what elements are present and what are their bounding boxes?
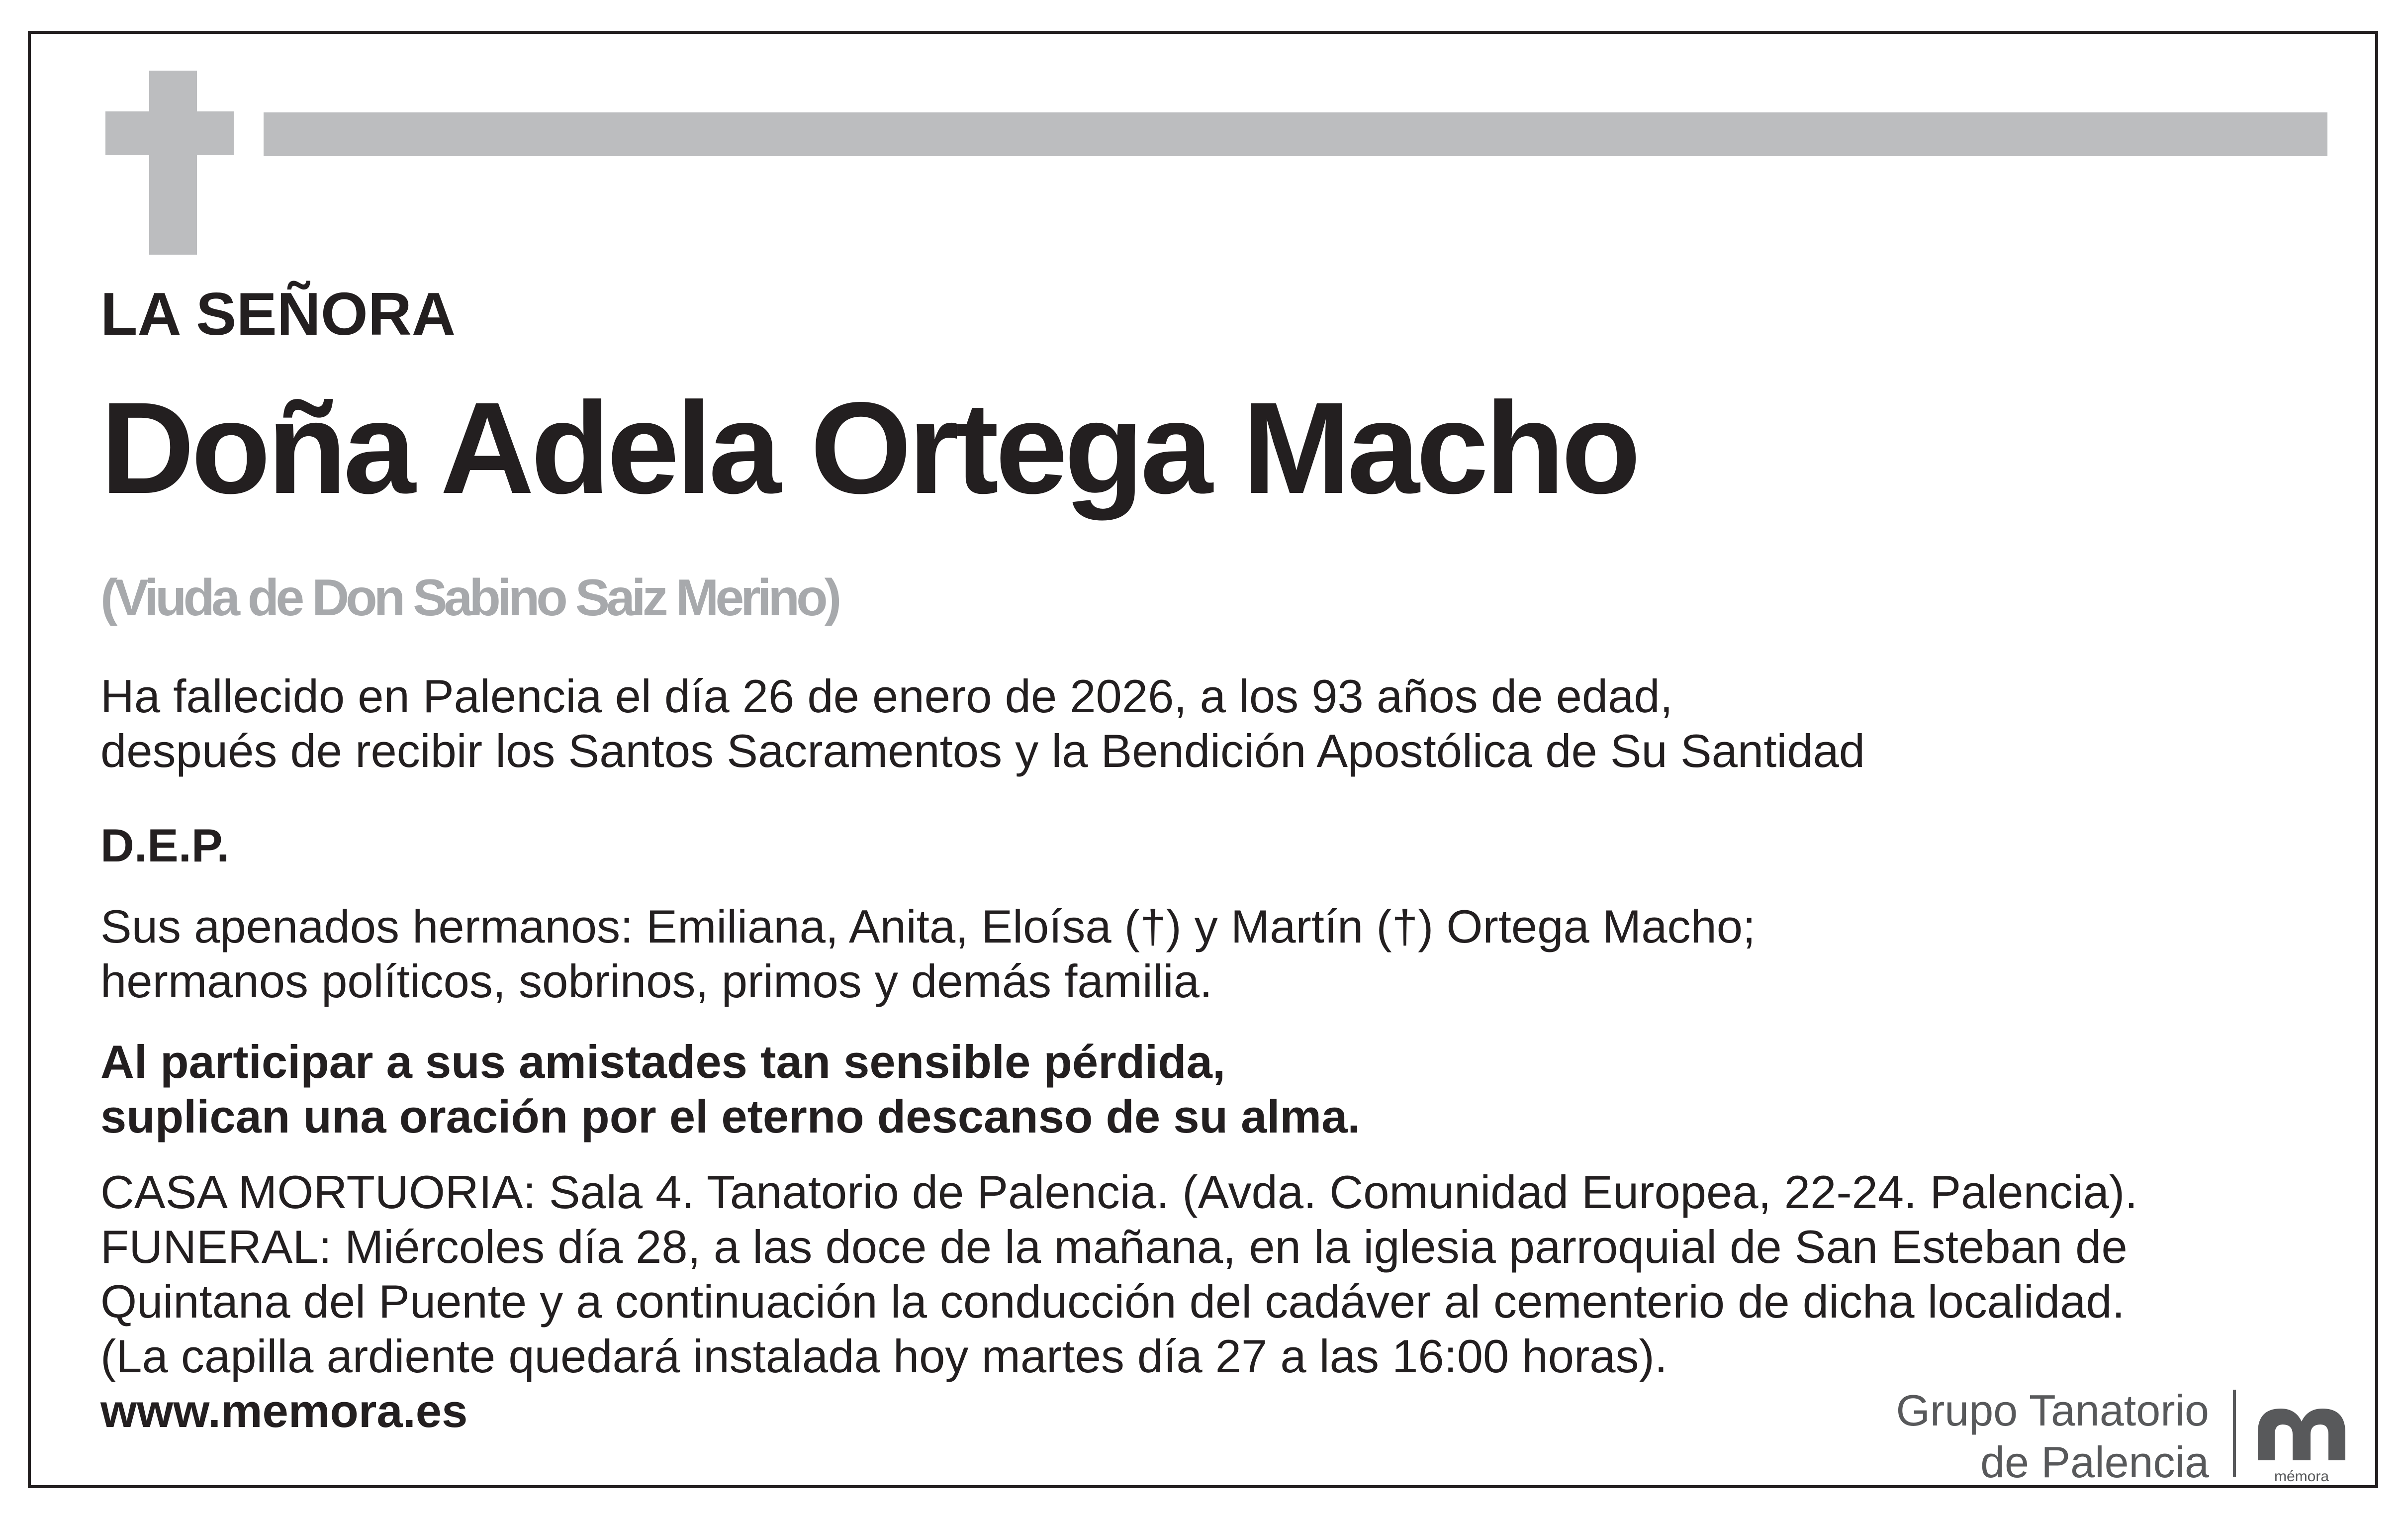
funeral-home-line: de Palencia (1980, 1437, 2209, 1487)
death-paragraph (100, 669, 1865, 778)
family-line: Sus apenados hermanos: Emiliana, Anita, Eloísa (†) y Martín (†) Ortega Macho; (100, 900, 1756, 952)
family-line: hermanos políticos, sobrinos, primos y demás familia. (100, 955, 1212, 1007)
deceased-name: Doña Adela Ortega Macho (100, 375, 1638, 521)
info-line: Quintana del Puente y a continuación la conducción del cadáver al cementerio de dicha localidad. (100, 1275, 2125, 1328)
funeral-home-name (1896, 1385, 2209, 1488)
request-line: Al participar a sus amistades tan sensible pérdida, (100, 1036, 1226, 1088)
death-line: Ha fallecido en Palencia el día 26 de enero de 2026, a los 93 años de edad, (100, 670, 1673, 722)
info-line: (La capilla ardiente quedará instalada hoy martes día 27 a las 16:00 horas). (100, 1330, 1667, 1382)
family-paragraph (100, 899, 1756, 1009)
death-line: después de recibir los Santos Sacramentos y la Bendición Apostólica de Su Santidad (100, 725, 1865, 777)
website-link[interactable]: www.memora.es (100, 1385, 468, 1437)
dep-label: D.E.P. (100, 819, 230, 871)
info-line: CASA MORTUORIA: Sala 4. Tanatorio de Palencia. (Avda. Comunidad Europea, 22-24. Palencia). (100, 1166, 2138, 1218)
cross-icon (149, 71, 197, 255)
logo-divider (2233, 1390, 2236, 1477)
funeral-info-paragraph (100, 1165, 2137, 1438)
cross-icon-arm (105, 111, 234, 155)
honorific-title: LA SEÑORA (100, 280, 456, 348)
widow-note: (Viuda de Don Sabino Saiz Merino) (100, 569, 838, 627)
request-paragraph (100, 1035, 1361, 1144)
info-line: FUNERAL: Miércoles día 28, a las doce de la mañana, en la iglesia parroquial de San Esteban de (100, 1221, 2128, 1273)
header-bar (264, 112, 2327, 156)
memora-logo (2253, 1402, 2350, 1485)
request-line: suplican una oración por el eterno descanso de su alma. (100, 1090, 1361, 1142)
logo-wordmark: mémora (2274, 1468, 2329, 1485)
funeral-home-line: Grupo Tanatorio (1896, 1386, 2209, 1435)
